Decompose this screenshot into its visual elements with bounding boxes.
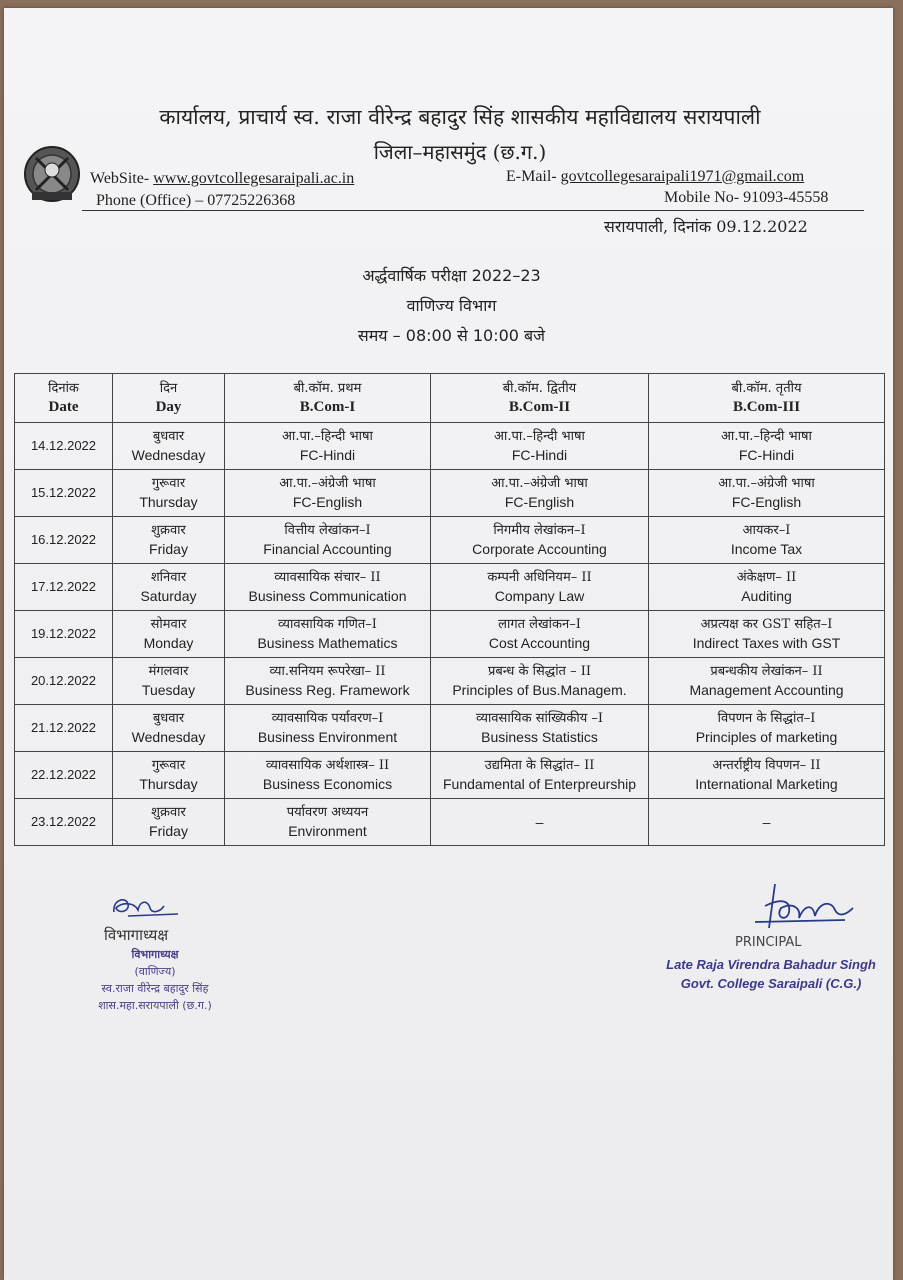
bcom1-subject-cell: व्या.सनियम रूपरेखा– II Business Reg. Framework <box>225 658 431 705</box>
bcom3-subject-cell: अन्तर्राष्ट्रीय विपणन– II International Marketing <box>649 752 885 799</box>
bcom3-subject-cell: प्रबन्धकीय लेखांकन– II Management Accounting <box>649 658 885 705</box>
bcom1-subject-cell: व्यावसायिक गणित–I Business Mathematics <box>225 611 431 658</box>
date-cell: 23.12.2022 <box>15 799 113 846</box>
table-row <box>15 752 885 799</box>
principal-stamp: Late Raja Virendra Bahadur Singh Govt. College Saraipali (C.G.) <box>666 957 876 991</box>
dateline: सरायपाली, दिनांक 09.12.2022 <box>604 217 808 236</box>
district-line: जिला–महासमुंद (छ.ग.) <box>373 140 547 164</box>
exam-schedule-table <box>14 373 885 846</box>
website-link[interactable]: www.govtcollegesaraipali.ac.in <box>153 170 355 187</box>
table-row <box>15 705 885 752</box>
bcom2-subject-cell: प्रबन्ध के सिद्धांत – II Principles of Bus.Managem. <box>431 658 649 705</box>
date-cell: 14.12.2022 <box>15 423 113 470</box>
bcom1-subject-cell: आ.पा.–हिन्दी भाषा FC-Hindi <box>225 423 431 470</box>
header-bcom-2: बी.कॉम. द्वितीय B.Com-II <box>431 374 649 423</box>
mobile-line: Mobile No- 91093-45558 <box>664 189 829 206</box>
bcom1-subject-cell: व्यावसायिक पर्यावरण–I Business Environment <box>225 705 431 752</box>
exam-time: समय – 08:00 से 10:00 बजे <box>357 326 546 345</box>
date-cell: 21.12.2022 <box>15 705 113 752</box>
bcom3-subject-cell: विपणन के सिद्धांत–I Principles of marketing <box>649 705 885 752</box>
header-day: दिन Day <box>113 374 225 423</box>
day-cell: शुक्रवार Friday <box>113 517 225 564</box>
bcom3-subject-cell: – <box>649 799 885 846</box>
day-cell: सोमवार Monday <box>113 611 225 658</box>
header-bcom-3: बी.कॉम. तृतीय B.Com-III <box>649 374 885 423</box>
department-title: वाणिज्य विभाग <box>406 296 497 315</box>
day-cell: बुधवार Wednesday <box>113 423 225 470</box>
day-cell: बुधवार Wednesday <box>113 705 225 752</box>
bcom2-subject-cell: कम्पनी अधिनियम– II Company Law <box>431 564 649 611</box>
hod-signature-icon <box>108 892 188 922</box>
table-row <box>15 611 885 658</box>
header-date: दिनांक Date <box>15 374 113 423</box>
phone-line: Phone (Office) – 07725226368 <box>96 192 296 209</box>
email-link[interactable]: govtcollegesaraipali1971@gmail.com <box>560 168 805 185</box>
day-cell: गुरूवार Thursday <box>113 470 225 517</box>
date-cell: 15.12.2022 <box>15 470 113 517</box>
table-row <box>15 799 885 846</box>
table-row <box>15 564 885 611</box>
date-cell: 20.12.2022 <box>15 658 113 705</box>
bcom3-subject-cell: आयकर–I Income Tax <box>649 517 885 564</box>
principal-title: PRINCIPAL <box>735 935 802 950</box>
bcom1-subject-cell: व्यावसायिक अर्थशास्त्र– II Business Economics <box>225 752 431 799</box>
bcom3-subject-cell: अप्रत्यक्ष कर GST सहित–I Indirect Taxes with GST <box>649 611 885 658</box>
table-row <box>15 658 885 705</box>
bcom2-subject-cell: व्यावसायिक सांख्यिकीय –I Business Statistics <box>431 705 649 752</box>
bcom2-subject-cell: आ.पा.–हिन्दी भाषा FC-Hindi <box>431 423 649 470</box>
date-cell: 19.12.2022 <box>15 611 113 658</box>
bcom2-subject-cell: उद्यमिता के सिद्धांत– II Fundamental of Enterpreurship <box>431 752 649 799</box>
bcom2-subject-cell: लागत लेखांकन–I Cost Accounting <box>431 611 649 658</box>
bcom1-subject-cell: आ.पा.–अंग्रेजी भाषा FC-English <box>225 470 431 517</box>
header-divider <box>82 210 864 211</box>
bcom2-subject-cell: निगमीय लेखांकन–I Corporate Accounting <box>431 517 649 564</box>
day-cell: शनिवार Saturday <box>113 564 225 611</box>
date-cell: 17.12.2022 <box>15 564 113 611</box>
bcom1-subject-cell: वित्तीय लेखांकन–I Financial Accounting <box>225 517 431 564</box>
hod-title: विभागाध्यक्ष <box>104 926 169 944</box>
bcom3-subject-cell: अंकेक्षण– II Auditing <box>649 564 885 611</box>
day-cell: मंगलवार Tuesday <box>113 658 225 705</box>
principal-signature-icon <box>735 878 865 938</box>
bcom1-subject-cell: व्यावसायिक संचार– II Business Communication <box>225 564 431 611</box>
exam-title: अर्द्धवार्षिक परीक्षा 2022–23 <box>362 266 541 285</box>
date-cell: 22.12.2022 <box>15 752 113 799</box>
website-line: WebSite- www.govtcollegesaraipali.ac.in <box>90 170 355 187</box>
day-cell: शुक्रवार Friday <box>113 799 225 846</box>
bcom2-subject-cell: – <box>431 799 649 846</box>
email-line: E-Mail- govtcollegesaraipali1971@gmail.com <box>506 168 805 185</box>
day-cell: गुरूवार Thursday <box>113 752 225 799</box>
header-bcom-1: बी.कॉम. प्रथम B.Com-I <box>225 374 431 423</box>
bcom2-subject-cell: आ.पा.–अंग्रेजी भाषा FC-English <box>431 470 649 517</box>
table-row <box>15 517 885 564</box>
college-emblem-icon <box>22 140 82 204</box>
table-row <box>15 470 885 517</box>
table-row <box>15 423 885 470</box>
date-cell: 16.12.2022 <box>15 517 113 564</box>
hod-stamp: विभागाध्यक्ष (वाणिज्य) स्व.राजा वीरेन्द्र बहादुर सिंह शास.महा.सरायपाली (छ.ग.) <box>98 948 212 1012</box>
bcom3-subject-cell: आ.पा.–हिन्दी भाषा FC-Hindi <box>649 423 885 470</box>
bcom1-subject-cell: पर्यावरण अध्ययन Environment <box>225 799 431 846</box>
table-header-row <box>15 374 885 423</box>
bcom3-subject-cell: आ.पा.–अंग्रेजी भाषा FC-English <box>649 470 885 517</box>
office-title: कार्यालय, प्राचार्य स्व. राजा वीरेन्द्र बहादुर सिंह शासकीय महाविद्यालय सरायपाली <box>159 105 761 129</box>
